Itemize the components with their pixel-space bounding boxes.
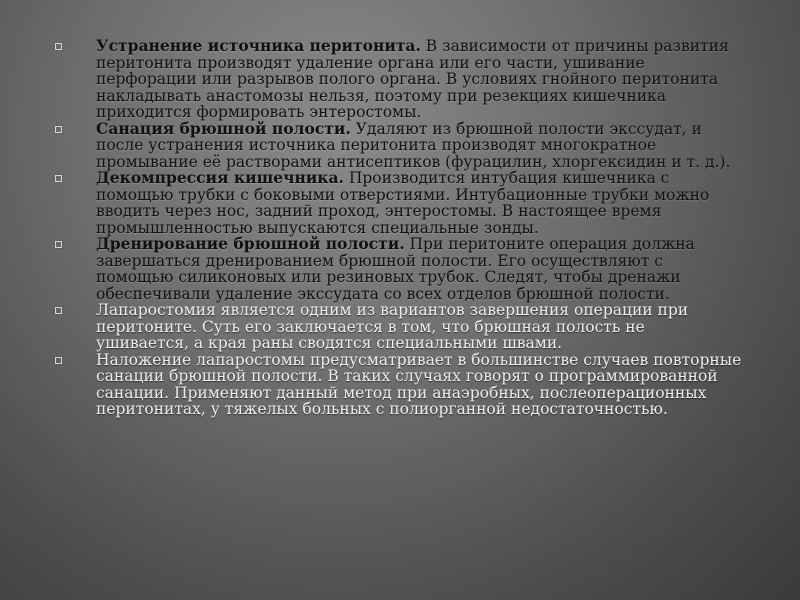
bullet-text: Удаляют из брюшной полости экссудат, и после устранения источника перитонита производят многократное промывание её растворами антисептиков (фурацилин, хлоргексидин и т. д.). [96, 119, 731, 171]
square-bullet-icon [55, 307, 62, 314]
bullet-text: При перитоните операция должна завершаться дренированием брюшной полости. Его осуществляют с помощью силиконовых или резиновых трубок. Следят, чтобы дренажи обеспечивали удаление экссудата со всех отделов брюшной полости. [96, 235, 695, 303]
square-bullet-icon [55, 43, 62, 50]
bullet-item-sanitation [52, 118, 742, 171]
bullet-item-programmed-sanitation [52, 352, 742, 418]
bullet-list [52, 38, 742, 418]
bullet-term: Санация брюшной полости. [96, 118, 351, 138]
bullet-text: Лапаростомия является одним из вариантов завершения операции при перитоните. Суть его заключается в том, что брюшная полость не ушивается, а края раны сводятся специальными швами. [96, 301, 689, 352]
square-bullet-icon [55, 175, 62, 182]
bullet-item-laparostomy [52, 302, 742, 352]
bullet-text: Наложение лапаростомы предусматривает в большинстве случаев повторные санации брюшной полости. В таких случаях говорят о программированной санации. Применяют данный метод при анаэробных, послеоперационных перитонитах, у тяжелых больных с полиорганной недостаточностью. [96, 350, 742, 418]
square-bullet-icon [55, 126, 62, 133]
bullet-term: Декомпрессия кишечника. [96, 168, 344, 187]
square-bullet-icon [55, 357, 62, 364]
bullet-item-drainage [52, 236, 742, 302]
bullet-text: В зависимости от причины развития перитонита производят удаление органа или его части, ушивание перфорации или разрывов полого органа. В условиях гнойного перитонита накладывать анастомозы нельзя, поэтому при резекциях кишечника приходится формировать энтеростомы. [96, 37, 729, 121]
bullet-item-source-removal [52, 38, 742, 121]
bullet-term: Дренирование брюшной полости. [96, 234, 405, 253]
bullet-term: Устранение источника перитонита. [96, 36, 421, 55]
square-bullet-icon [55, 241, 62, 248]
bullet-item-decompression [52, 170, 742, 236]
bullet-text: Производится интубация кишечника с помощью трубки с боковыми отверстиями. Интубационные трубки можно вводить через нос, задний проход, энтеростомы. В настоящее время промышленностью выпускаются специальные зонды. [96, 169, 710, 237]
